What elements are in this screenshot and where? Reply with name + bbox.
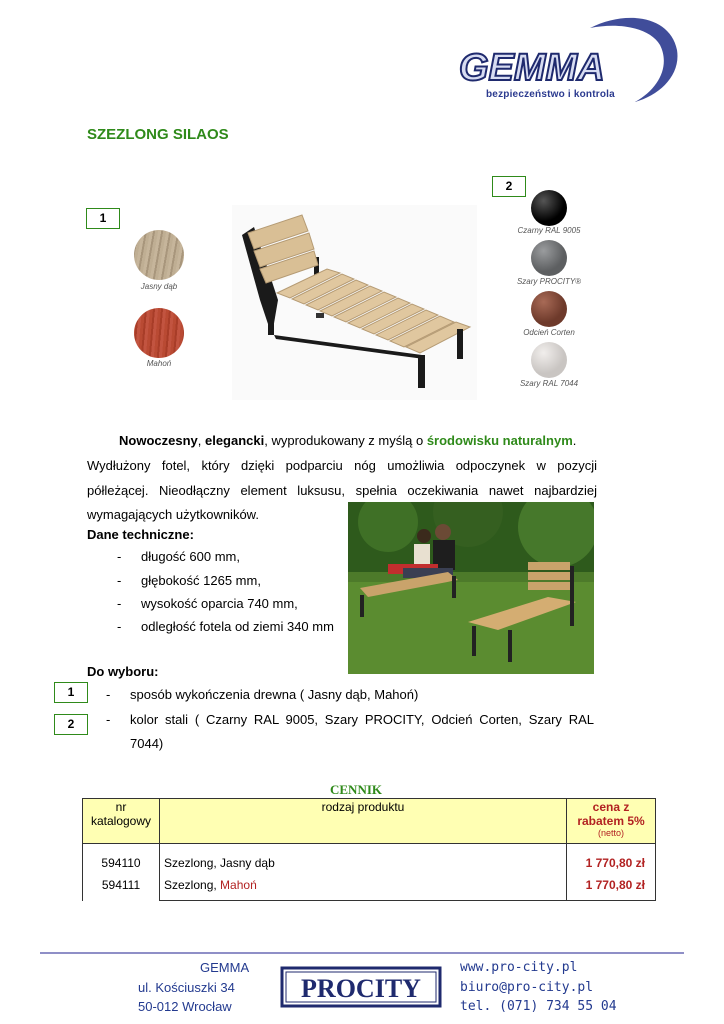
choice-item-2 (106, 712, 594, 727)
header-catalog (83, 799, 160, 844)
footer-city: 50-012 Wrocław (138, 999, 232, 1014)
swatch-label-szary-procity: Szary PROCITY® (516, 277, 582, 286)
dash: - (117, 573, 122, 588)
procity-logo-text: PROCITY (301, 974, 421, 1003)
choice-heading: Do wyboru: (87, 664, 159, 679)
swatch-label-czarny: Czarny RAL 9005 (517, 226, 581, 235)
price-table-header (83, 799, 656, 844)
header-price-3: (netto) (597, 828, 624, 838)
swatch-jasny-dab (134, 230, 184, 280)
header-catalog-1: nr (115, 800, 127, 814)
logo-subtitle: bezpieczeństwo i kontrola (486, 89, 615, 100)
table-row (83, 844, 656, 901)
choice-box-1: 1 (54, 682, 88, 703)
cell-nr (83, 844, 160, 901)
description-line-1 (87, 428, 597, 453)
option-box-1: 1 (86, 208, 120, 229)
swatch-label-ral-7044: Szary RAL 7044 (519, 379, 579, 388)
header-product: rodzaj produktu (160, 799, 567, 844)
cell-price (567, 844, 656, 901)
footer-company: GEMMA (200, 960, 250, 975)
price-list-title: CENNIK (330, 782, 383, 797)
cell-name-1 (164, 874, 562, 896)
tech-item-depth: głębokość 1265 mm, (141, 573, 261, 588)
tech-heading: Dane techniczne: (87, 527, 194, 542)
tech-item-length: długość 600 mm, (141, 549, 240, 564)
swatch-label-corten: Odcień Corten (523, 328, 575, 337)
swatch-czarny-ral-9005 (531, 190, 567, 226)
choice-item-1 (106, 687, 419, 702)
description-line-3: półleżącej. Nieodłączny element luksusu, spełnia oczekiwania nawet najbardziej (87, 483, 597, 498)
footer-street: ul. Kościuszki 34 (138, 980, 235, 995)
tech-item (117, 549, 240, 564)
footer-phone: tel. (071) 734 55 04 (460, 999, 617, 1014)
cell-name (160, 844, 567, 901)
dash: - (117, 596, 122, 611)
swatch-label-jasny-dab: Jasny dąb (140, 282, 178, 291)
tech-item (117, 596, 298, 611)
dash: - (117, 549, 122, 564)
choice-box-2: 2 (54, 714, 88, 735)
swatch-szary-procity (531, 240, 567, 276)
swatch-odcien-corten (531, 291, 567, 327)
procity-logo (280, 964, 442, 1010)
choice-item-2-cont: 7044) (130, 736, 164, 751)
park-photo (348, 502, 594, 674)
choice-item-1-text: sposób wykończenia drewna ( Jasny dąb, Mahoń) (130, 687, 419, 702)
cell-price-1: 1 770,80 zł (585, 878, 645, 892)
cell-name-1b: Mahoń (220, 878, 257, 892)
tech-item-backrest: wysokość oparcia 740 mm, (141, 596, 298, 611)
dash: - (117, 619, 122, 634)
bench-image (232, 205, 477, 400)
description-line-4: wymagających użytkowników. (87, 507, 259, 522)
text-part: , wyprodukowany z myślą o (264, 433, 427, 448)
word-nowoczesny: Nowoczesny (119, 433, 198, 448)
swatch-mahon (134, 308, 184, 358)
header-price-1: cena z (592, 800, 630, 814)
swatch-szary-ral-7044 (531, 342, 567, 378)
logo-text: GEMMA (459, 47, 605, 89)
sep: , (197, 433, 205, 448)
word-elegancki: elegancki (204, 433, 265, 448)
dash: - (106, 687, 111, 702)
cell-nr-0: 594110 (101, 856, 141, 870)
tech-item-seat-height: odległość fotela od ziemi 340 mm (141, 619, 334, 634)
header-catalog-2: katalogowy (90, 814, 152, 828)
text-period: . (572, 433, 577, 448)
option-box-2: 2 (492, 176, 526, 197)
cell-nr-1: 594111 (101, 878, 141, 892)
page-title: SZEZLONG SILAOS (87, 126, 229, 143)
cell-price-0: 1 770,80 zł (585, 856, 645, 870)
header-price-2: rabatem 5% (577, 814, 645, 828)
choice-item-2-text: kolor stali ( Czarny RAL 9005, Szary PROCITY, Odcień Corten, Szary RAL (130, 712, 594, 727)
description-line-2: Wydłużony fotel, który dzięki podparciu nóg umożliwia odpoczynek w pozycji (87, 458, 597, 473)
cell-name-1a: Szezlong, (164, 878, 221, 892)
cell-name-0: Szezlong, Jasny dąb (164, 856, 275, 870)
footer-email[interactable]: biuro@pro-city.pl (460, 980, 594, 995)
header-price (567, 799, 656, 844)
tech-item (117, 619, 334, 634)
tech-item (117, 573, 261, 588)
swatch-label-mahon: Mahoń (146, 359, 172, 368)
dash: - (106, 712, 111, 727)
price-table (82, 798, 656, 901)
word-srodowisku: środowisku naturalnym (426, 433, 573, 448)
footer-divider (40, 952, 684, 954)
footer-website[interactable]: www.pro-city.pl (460, 960, 578, 975)
